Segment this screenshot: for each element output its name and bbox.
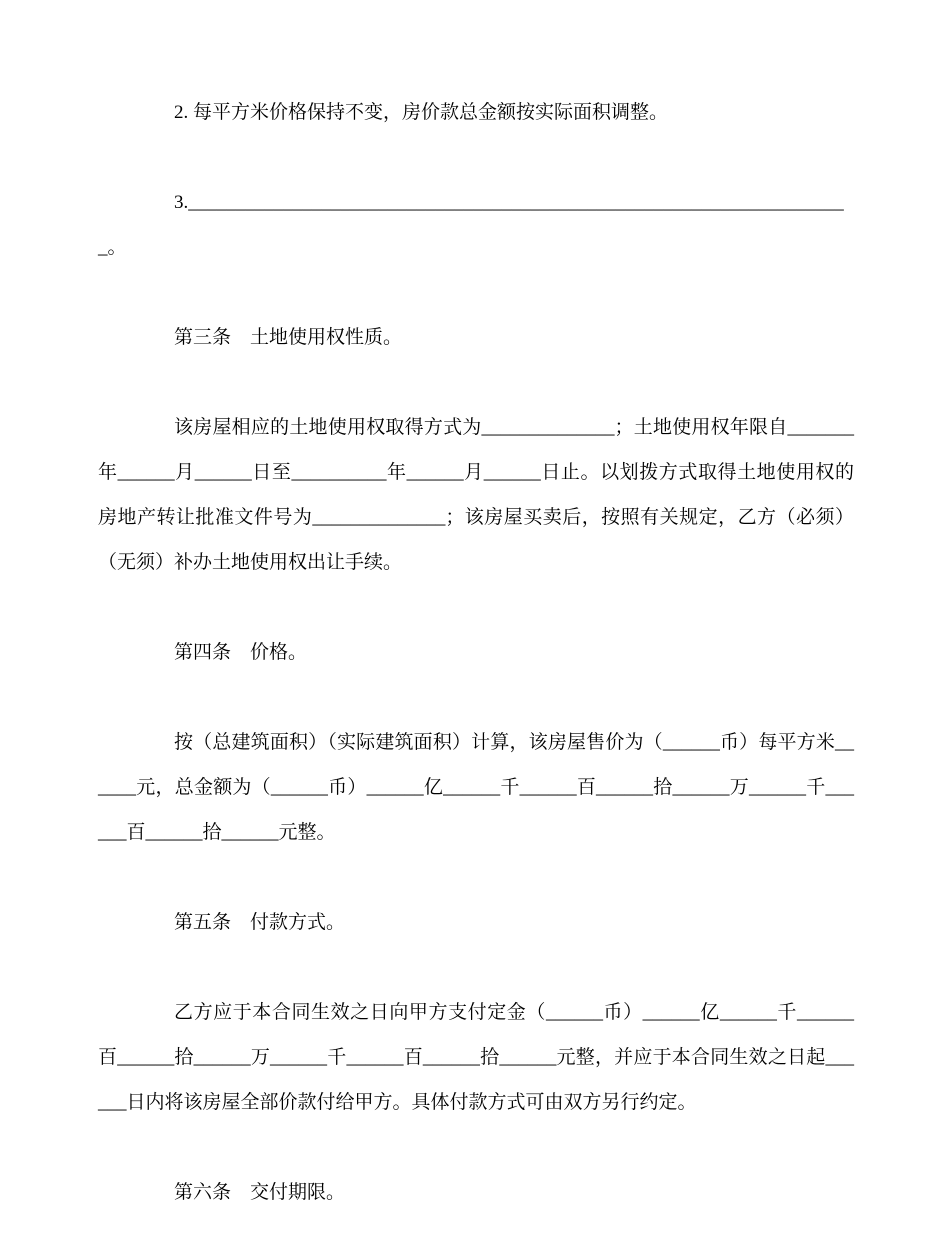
heading-article-5: 第五条 付款方式。 xyxy=(174,912,346,933)
clause-item-2: 2. 每平方米价格保持不变，房价款总金额按实际面积调整。 xyxy=(174,102,669,123)
paragraph-price: 按（总建筑面积）（实际建筑面积）计算，该房屋售价为（______币）每平方米______元，总金额为（______币）______亿______千______百______拾______万______千______百______拾______元整。 xyxy=(98,732,854,843)
heading-article-6: 第六条 交付期限。 xyxy=(174,1182,346,1203)
heading-article-3: 第三条 土地使用权性质。 xyxy=(174,327,403,348)
paragraph-payment: 乙方应于本合同生效之日向甲方支付定金（______币）______亿______千______百______拾______万______千______百______拾______元整，并应于本合同生效之日起______日内将该房屋全部价款付给甲方。具体付款方式可由双方另行约定。 xyxy=(98,1002,854,1113)
heading-article-4: 第四条 价格。 xyxy=(174,642,308,663)
paragraph-land-use-right: 该房屋相应的土地使用权取得方式为______________；土地使用权年限自_______年______月______日至__________年______月______日止。以划拨方式取得土地使用权的房地产转让批准文件号为______________；该房屋买卖后，按照有关规定，乙方（必须）（无须）补办土地使用权出让手续。 xyxy=(98,417,854,573)
clause-item-3-blank-line: 3.______________________________________________________________________。 xyxy=(98,192,844,258)
